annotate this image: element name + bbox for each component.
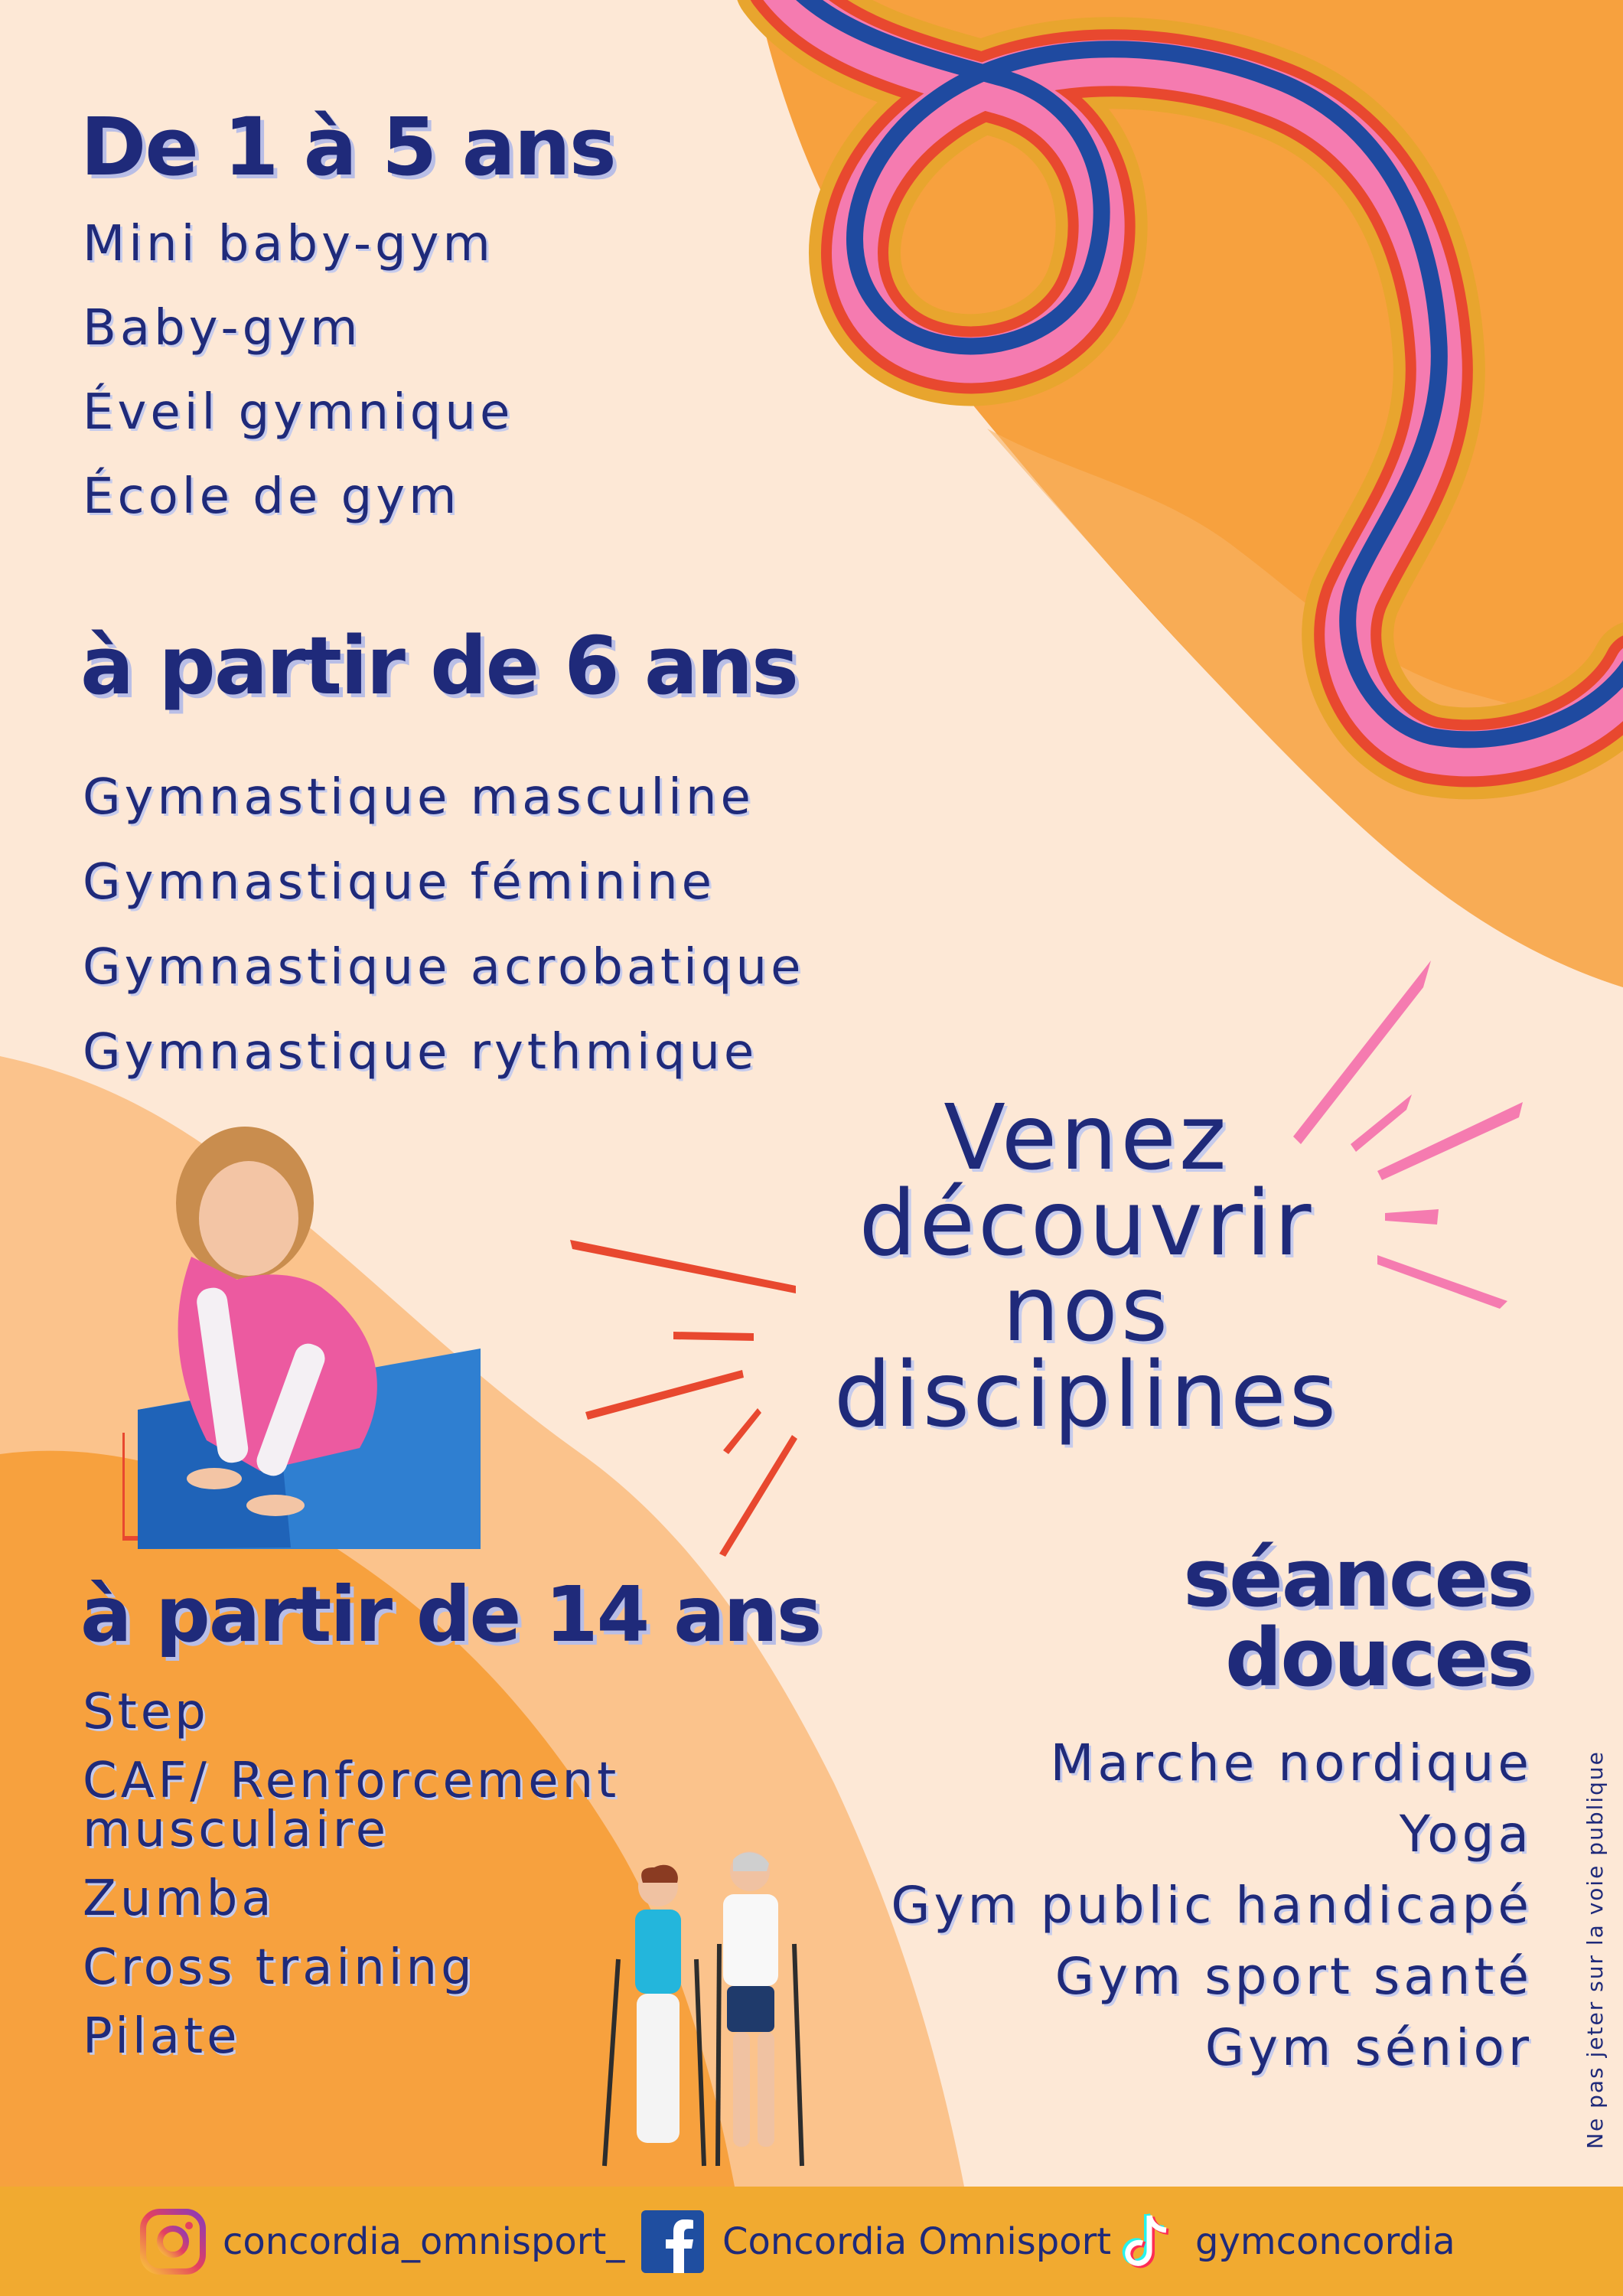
list-from-6 (83, 769, 804, 1109)
list-item: Gym sénior (1204, 2018, 1533, 2077)
tiktok-handle: gymconcordia (1195, 2219, 1455, 2263)
list-item: Baby-gym (83, 300, 362, 357)
heading-line: douces (1224, 1611, 1533, 1704)
instagram-icon (140, 2209, 206, 2275)
list-seances-douces (891, 1733, 1533, 2089)
list-item: Éveil gymnique (83, 384, 514, 441)
list-item: Zumba (83, 1870, 275, 1927)
facebook-icon (641, 2210, 704, 2273)
list-item: CAF/ Renforcement musculaire (83, 1753, 621, 1858)
instagram-link[interactable] (140, 2187, 624, 2296)
footer (0, 2187, 1623, 2296)
list-item: Mini baby-gym (83, 216, 494, 272)
tagline-line: disciplines (833, 1342, 1340, 1448)
list-item: Gymnastique rythmique (83, 1024, 758, 1081)
list-item: Step (83, 1684, 210, 1740)
tagline (796, 1084, 1377, 1448)
list-item: Cross training (83, 1939, 476, 1996)
facebook-link[interactable] (641, 2187, 1111, 2296)
list-item: École de gym (83, 468, 461, 525)
facebook-page-name: Concordia Omnisport (722, 2219, 1112, 2263)
list-item: Gymnastique masculine (83, 769, 754, 826)
list-from-14 (83, 1684, 756, 2081)
list-ages-1-5 (83, 216, 513, 553)
list-item: Pilate (83, 2008, 241, 2065)
list-item: Gymnastique acrobatique (83, 939, 805, 996)
list-item: Gym public handicapé (891, 1876, 1533, 1935)
heading-seances-douces (997, 1531, 1533, 1704)
tagline-line: découvrir (859, 1170, 1315, 1277)
list-item: Marche nordique (1050, 1733, 1533, 1792)
list-item: Gym sport santé (1054, 1947, 1533, 2006)
heading-ages-1-5: De 1 à 5 ans (80, 100, 615, 194)
instagram-handle: concordia_omnisport_ (223, 2219, 625, 2263)
heading-line: séances (1183, 1531, 1533, 1625)
tiktok-icon (1119, 2211, 1175, 2272)
tagline-line: Venez (943, 1084, 1230, 1190)
photo-girl-on-mat (122, 1119, 481, 1549)
list-item: Yoga (1399, 1805, 1533, 1864)
tiktok-link[interactable] (1119, 2187, 1455, 2296)
list-item: Gymnastique féminine (83, 854, 716, 911)
heading-from-6: à partir de 6 ans (80, 619, 798, 713)
heading-from-14: à partir de 14 ans (80, 1570, 821, 1659)
tagline-line: nos (1002, 1256, 1172, 1362)
side-note: Ne pas jeter sur la voie publique (1582, 1750, 1608, 2149)
